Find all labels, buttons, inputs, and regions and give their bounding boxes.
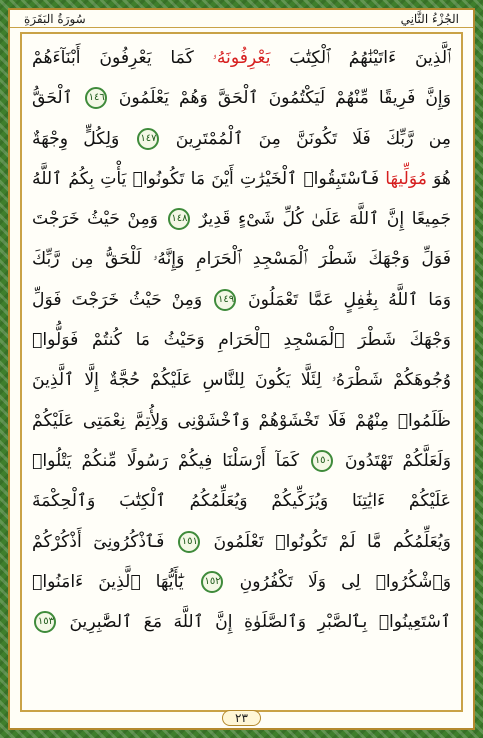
text-line	[32, 360, 451, 400]
text-line	[32, 119, 451, 159]
quran-text-panel	[20, 32, 463, 712]
highlighted-word: مُوَلِّيهَا	[385, 168, 427, 189]
text-line	[32, 239, 451, 279]
verse-text: وَمِنْ حَيْثُ خَرَجْتَ	[32, 209, 166, 230]
text-line	[32, 602, 451, 642]
verse-text: مِن رَّبِّكَ فَلَا تَكُونَنَّ مِنَ ٱلْمُمْتَرِينَ	[160, 128, 451, 149]
verse-text: وَيُعَلِّمُكُم مَّا لَمْ تَكُونُوا۟ تَعْلَمُونَ	[201, 531, 451, 552]
ayah-number-marker: ١٥٢	[201, 571, 223, 593]
text-line	[32, 441, 451, 481]
verse-text: هُوَ	[426, 168, 451, 189]
juz-name: الجُزْءُ الثَّانِي	[400, 11, 459, 26]
text-line	[32, 562, 451, 602]
ayah-number-marker: ١٥٣	[34, 611, 56, 633]
verse-text: وَإِنَّ فَرِيقًا مِّنْهُمْ لَيَكْتُمُونَ ٱلْحَقَّ وَهُمْ يَعْلَمُونَ	[108, 88, 451, 109]
verse-text: ٱلَّذِينَ ءَاتَيْنَٰهُمُ ٱلْكِتَٰبَ	[270, 48, 451, 68]
ayah-number-marker: ١٤٧	[137, 128, 159, 150]
verse-text: وَمِنْ حَيْثُ خَرَجْتَ فَوَلِّ	[32, 289, 213, 310]
page-border	[8, 8, 475, 730]
ayah-number-marker: ١٤٩	[214, 289, 236, 311]
verse-text: وُجُوهَكُمْ شَطْرَهُۥ لِئَلَّا يَكُونَ لِلنَّاسِ عَلَيْكُمْ حُجَّةٌ إِلَّا ٱلَّذِينَ	[32, 370, 451, 391]
text-line	[32, 481, 451, 521]
verse-text: فَٱسْتَبِقُوا۟ ٱلْخَيْرَٰتِ أَيْنَ مَا تَكُونُوا۟ يَأْتِ بِكُمُ ٱللَّهُ	[32, 168, 386, 189]
page-header	[10, 10, 473, 28]
text-line	[32, 78, 451, 118]
text-line	[32, 38, 451, 78]
page-footer	[10, 708, 473, 728]
text-line	[32, 199, 451, 239]
surah-name: سُورَةُ البَقَرَةِ	[24, 11, 86, 26]
verse-text: وَجْهَكَ شَطْرَ ٱلْمَسْجِدِ ٱلْحَرَامِ وَحَيْثُ مَا كُنتُمْ فَوَلُّوا۟	[32, 330, 451, 351]
text-line	[32, 401, 451, 441]
verse-text: يَٰٓأَيُّهَا ٱلَّذِينَ ءَامَنُوا۟	[32, 571, 199, 592]
text-line	[32, 320, 451, 360]
ayah-number-marker: ١٤٦	[85, 87, 107, 109]
ayah-number-marker: ١٤٨	[168, 208, 190, 230]
verse-text: جَمِيعًا إِنَّ ٱللَّهَ عَلَىٰ كُلِّ شَىْءٍ قَدِيرٌ	[191, 209, 451, 230]
verse-text: فَٱذْكُرُونِىٓ أَذْكُرْكُمْ	[32, 531, 176, 552]
text-line	[32, 159, 451, 199]
text-line	[32, 522, 451, 562]
verse-text: عَلَيْكُمْ ءَايَٰتِنَا وَيُزَكِّيكُمْ وَيُعَلِّمُكُمُ ٱلْكِتَٰبَ وَٱلْحِكْمَةَ	[32, 491, 451, 512]
verse-text: كَمَآ أَرْسَلْنَا فِيكُمْ رَسُولًا مِّنكُمْ يَتْلُوا۟	[32, 450, 309, 471]
ayah-number-marker: ١٥١	[178, 531, 200, 553]
verse-text: وَٱشْكُرُوا۟ لِى وَلَا تَكْفُرُونِ	[224, 571, 451, 592]
verse-text: وَلِكُلٍّ وِجْهَةٌ	[32, 128, 135, 149]
verse-text: وَلَعَلَّكُمْ تَهْتَدُونَ	[334, 450, 451, 471]
ayah-number-marker: ١٥٠	[311, 450, 333, 472]
verse-text: وَمَا ٱللَّهُ بِغَٰفِلٍ عَمَّا تَعْمَلُونَ	[238, 289, 451, 310]
text-line	[32, 280, 451, 320]
verse-text: ٱلْحَقُّ	[32, 88, 83, 109]
page-number: ٢٣	[222, 710, 261, 726]
verse-text: ٱسْتَعِينُوا۟ بِٱلصَّبْرِ وَٱلصَّلَوٰةِ إِنَّ ٱللَّهَ مَعَ ٱلصَّٰبِرِينَ	[58, 612, 451, 633]
highlighted-word: يَعْرِفُونَهُۥ	[212, 48, 271, 68]
verse-text: فَوَلِّ وَجْهَكَ شَطْرَ ٱلْمَسْجِدِ ٱلْحَرَامِ وَإِنَّهُۥ لَلْحَقُّ مِن رَّبِّكَ	[32, 249, 451, 270]
verse-text: كَمَا يَعْرِفُونَ أَبْنَآءَهُمْ	[32, 48, 213, 68]
verse-text: ظَلَمُوا۟ مِنْهُمْ فَلَا تَخْشَوْهُمْ وَٱخْشَوْنِى وَلِأُتِمَّ نِعْمَتِى عَلَيْكُمْ	[32, 410, 451, 431]
